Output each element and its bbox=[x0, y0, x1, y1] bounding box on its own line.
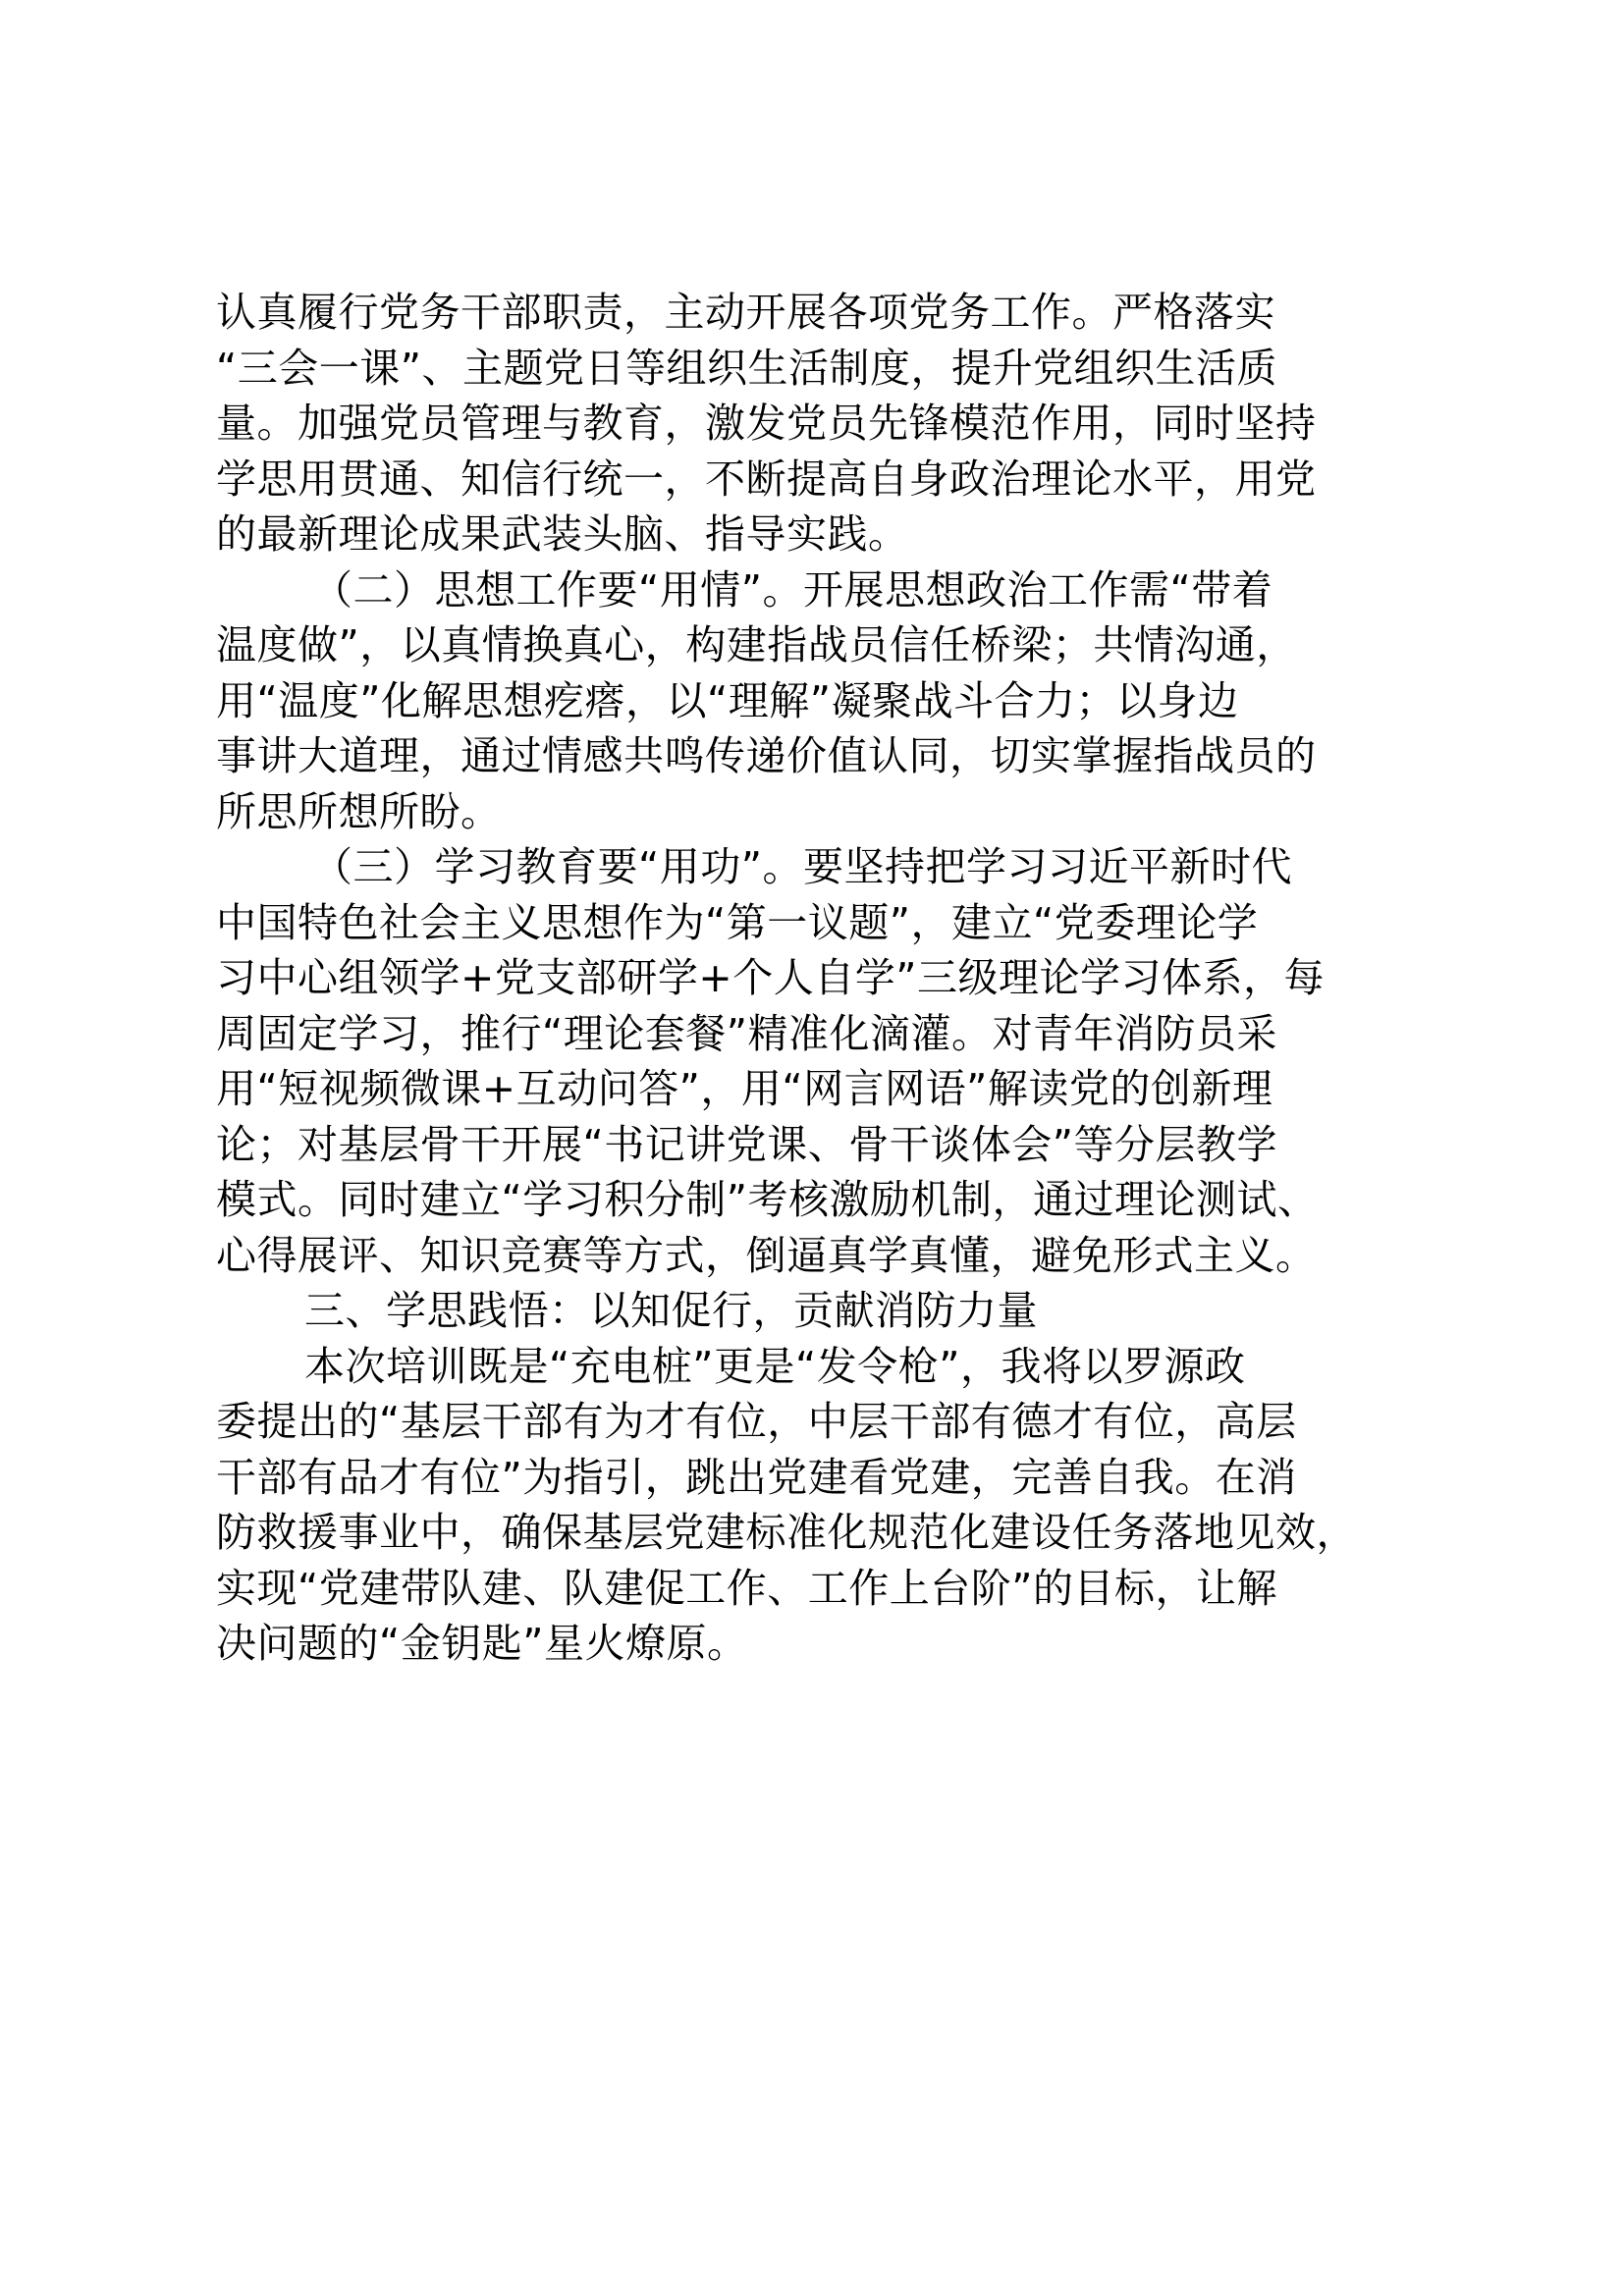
paragraph-start: 本次培训既是“充电桩”更是“发令枪”，我将以罗源政 bbox=[304, 1342, 1246, 1390]
text-line: 委提出的“基层干部有为才有位，中层干部有德才有位，高层 bbox=[216, 1398, 1297, 1445]
text-line: 学思用贯通、知信行统一，不断提高自身政治理论水平，用党 bbox=[216, 454, 1317, 503]
text-line: 所思所想所盼。 bbox=[216, 787, 502, 835]
document-body bbox=[216, 285, 1434, 1672]
text-line: 防救援事业中，确保基层党建标准化规范化建设任务落地见效， bbox=[216, 1509, 1357, 1556]
text-line: 模式。同时建立“学习积分制”考核激励机制，通过理论测试、 bbox=[216, 1176, 1319, 1223]
text-line: 习中心组领学+党支部研学+个人自学”三级理论学习体系，每 bbox=[216, 954, 1325, 1001]
text-line: 认真履行党务干部职责，主动开展各项党务工作。严格落实 bbox=[216, 289, 1275, 336]
text-line: 论；对基层骨干开展“书记讲党课、骨干谈体会”等分层教学 bbox=[216, 1120, 1277, 1168]
section-heading-2: （二）思想工作要“用情”。开展思想政治工作需“带着 bbox=[312, 565, 1273, 614]
section-heading-3: （三）学习教育要“用功”。要坚持把学习习近平新时代 bbox=[312, 843, 1292, 890]
text-line: 中国特色社会主义思想作为“第一议题”，建立“党委理论学 bbox=[216, 898, 1259, 946]
text-line: 实现“党建带队建、队建促工作、工作上台阶”的目标，让解 bbox=[216, 1564, 1277, 1612]
text-line: 决问题的“金钥匙”星火燎原。 bbox=[216, 1620, 748, 1667]
text-line: 心得展评、知识竞赛等方式，倒逼真学真懂，避免形式主义。 bbox=[216, 1231, 1317, 1279]
text-line: 周固定学习，推行“理论套餐”精准化滴灌。对青年消防员采 bbox=[216, 1009, 1277, 1057]
text-line: 用“短视频微课+互动问答”，用“网言网语”解读党的创新理 bbox=[216, 1065, 1273, 1112]
text-line: 干部有品才有位”为指引，跳出党建看党建，完善自我。在消 bbox=[216, 1453, 1297, 1501]
text-line: 事讲大道理，通过情感共鸣传递价值认同，切实掌握指战员的 bbox=[216, 732, 1317, 779]
text-line: 用“温度”化解思想疙瘩，以“理解”凝聚战斗合力；以身边 bbox=[216, 676, 1239, 724]
text-line: 量。加强党员管理与教育，激发党员先锋模范作用，同时坚持 bbox=[216, 400, 1317, 447]
text-line: 的最新理论成果武装头脑、指导实践。 bbox=[216, 510, 909, 558]
text-line: 温度做”，以真情换真心，构建指战员信任桥梁；共情沟通， bbox=[216, 621, 1297, 668]
chapter-heading-3: 三、学思践悟：以知促行，贡献消防力量 bbox=[304, 1287, 1038, 1334]
text-line: “三会一课”、主题党日等组织生活制度，提升党组织生活质 bbox=[216, 344, 1277, 392]
